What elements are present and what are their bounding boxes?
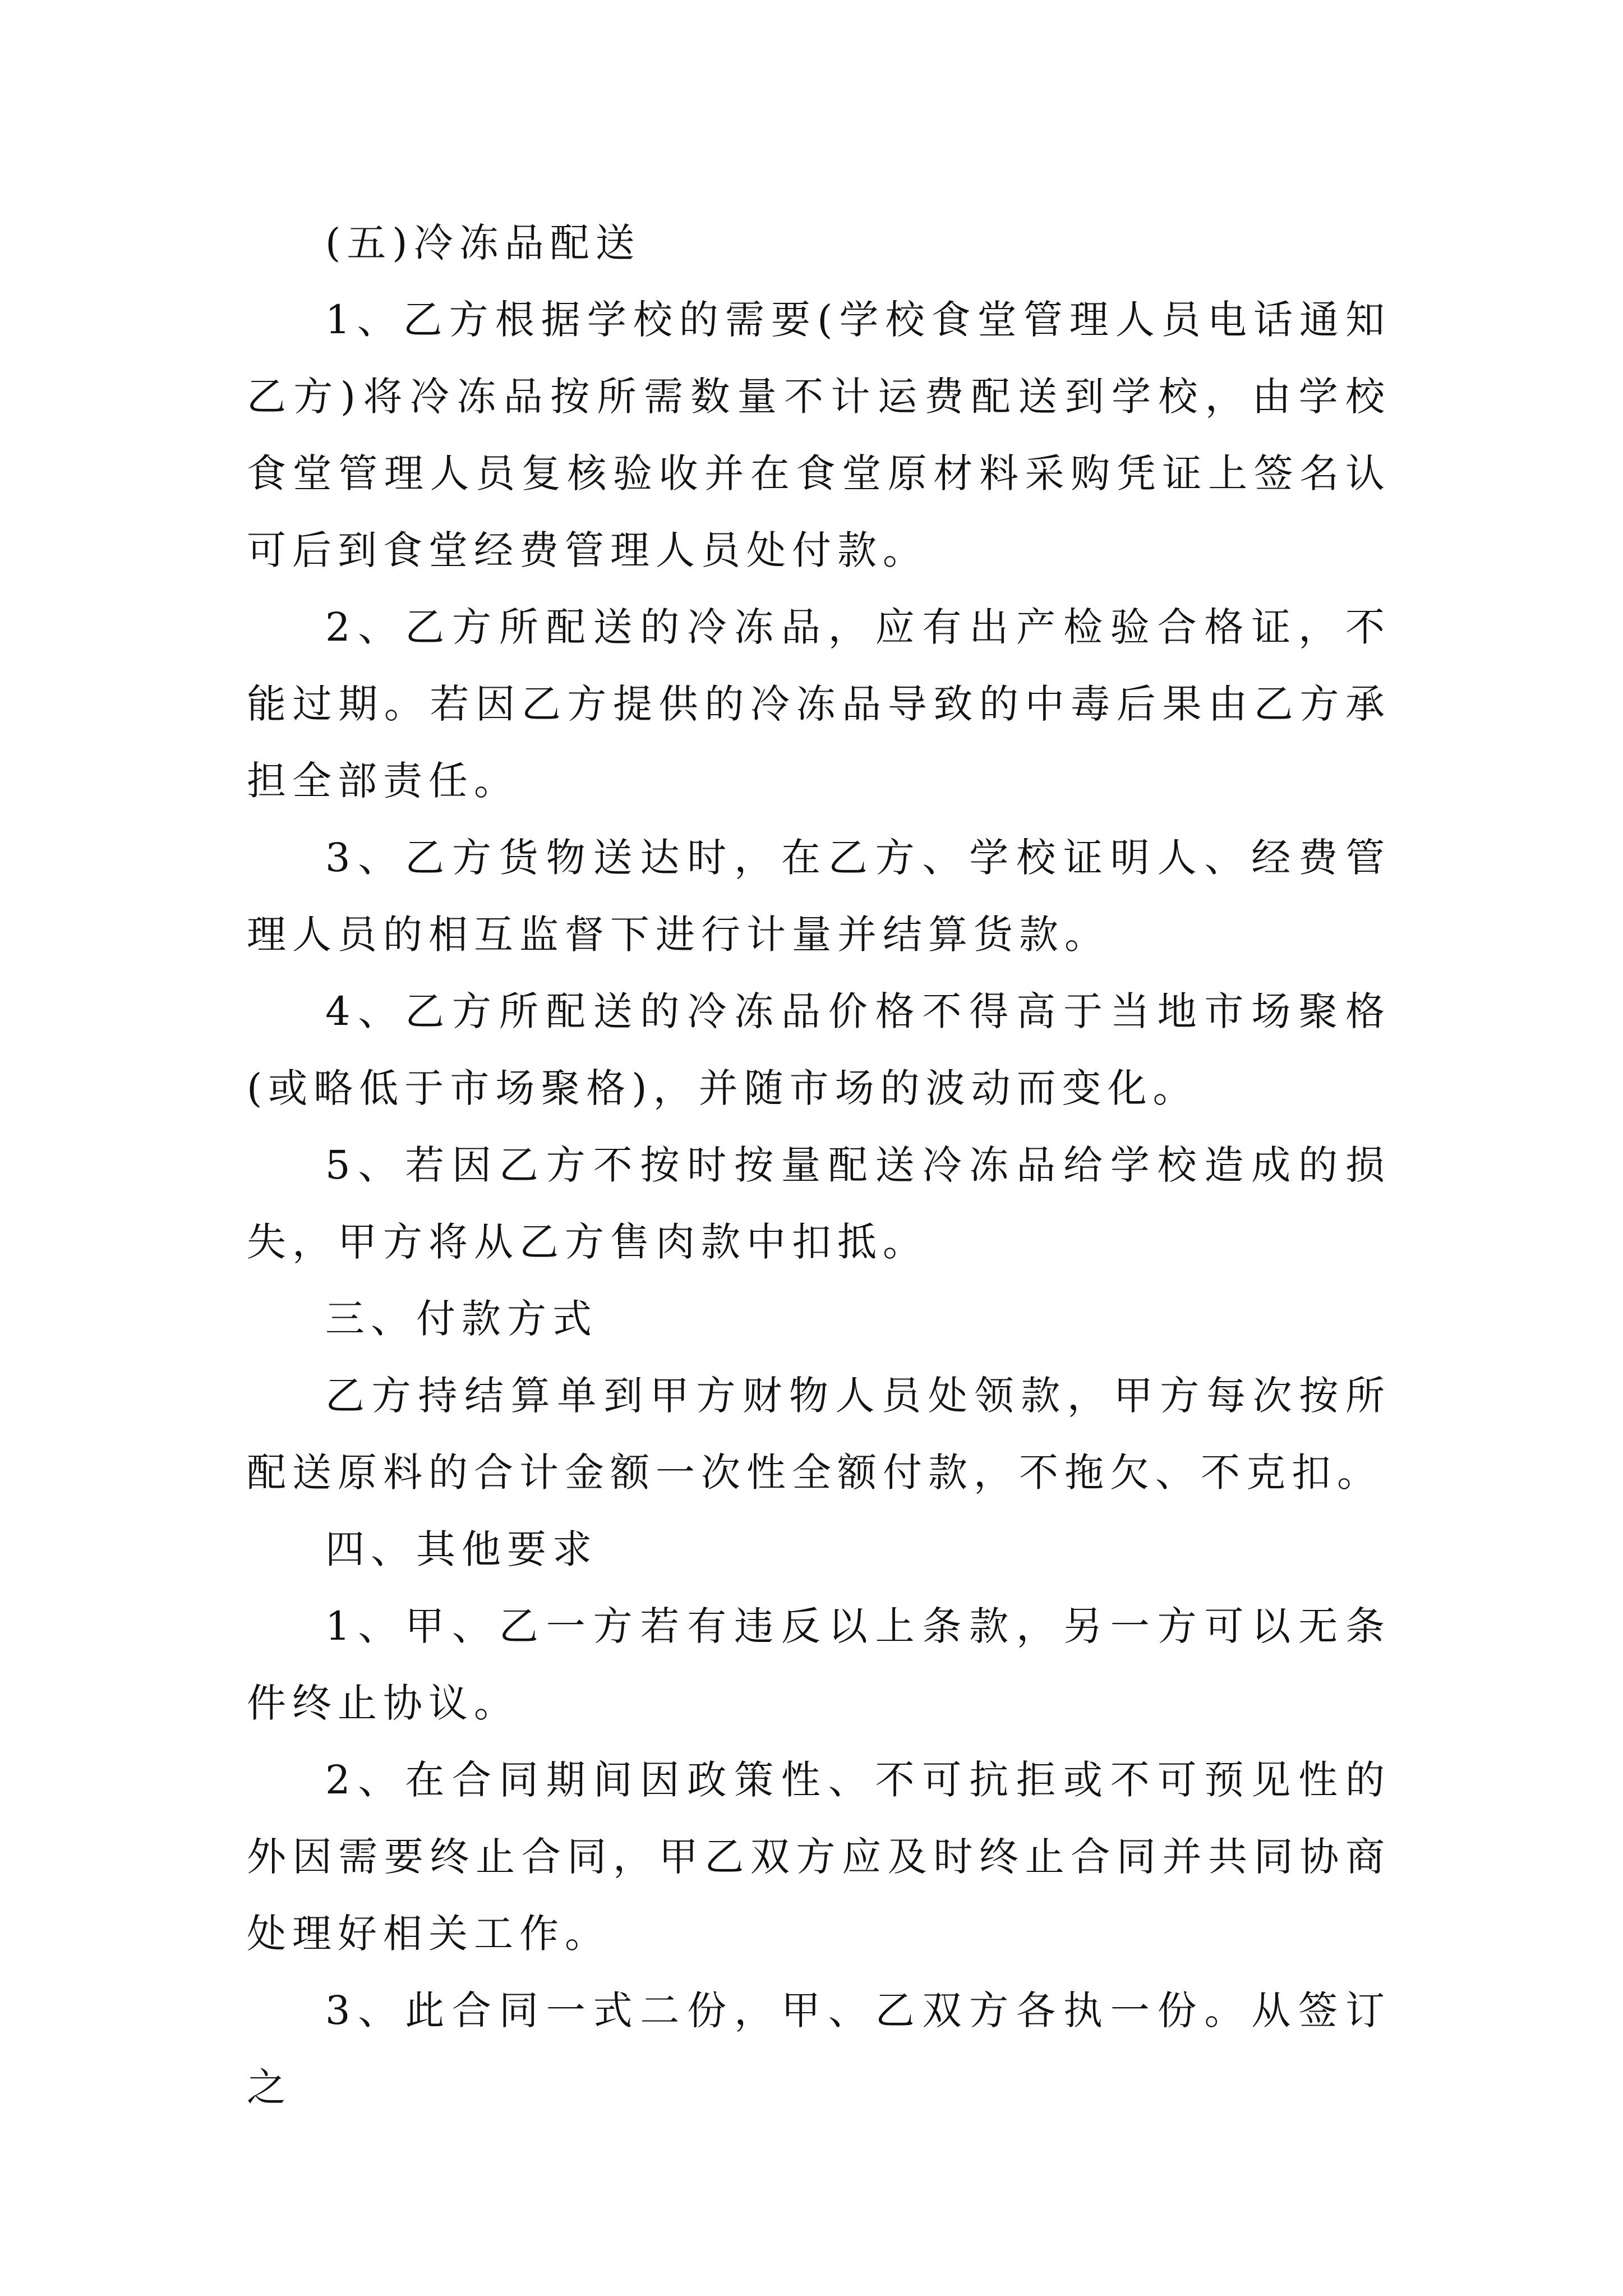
section-heading-frozen-delivery: (五)冷冻品配送	[325, 220, 641, 266]
clause-paragraph: 2、乙方所配送的冷冻品，应有出产检验合格证，不能过期。若因乙方提供的冷冻品导致的中毒后果由乙方承担全部责任。	[247, 604, 1391, 804]
document-body	[247, 205, 1391, 2126]
clause-paragraph: 3、乙方货物送达时，在乙方、学校证明人、经费管理人员的相互监督下进行计量并结算货款。	[247, 835, 1391, 958]
clause-paragraph: 4、乙方所配送的冷冻品价格不得高于当地市场聚格(或略低于市场聚格)，并随市场的波动而变化。	[247, 988, 1391, 1111]
section-heading-payment: 三、付款方式	[325, 1296, 598, 1342]
clause-paragraph: 乙方持结算单到甲方财物人员处领款，甲方每次按所配送原料的合计金额一次性全额付款，不拖欠、不克扣。	[247, 1373, 1391, 1496]
clause-paragraph: 2、在合同期间因政策性、不可抗拒或不可预见性的外因需要终止合同，甲乙双方应及时终止合同并共同协商处理好相关工作。	[247, 1757, 1391, 1957]
section-heading-other-requirements: 四、其他要求	[325, 1526, 598, 1572]
clause-paragraph: 3、此合同一式二份，甲、乙双方各执一份。从签订之	[247, 1987, 1391, 2110]
clause-paragraph: 1、乙方根据学校的需要(学校食堂管理人员电话通知乙方)将冷冻品按所需数量不计运费配送到学校，由学校食堂管理人员复核验收并在食堂原材料采购凭证上签名认可后到食堂经费管理人员处付款。	[247, 297, 1391, 573]
clause-paragraph: 1、甲、乙一方若有违反以上条款，另一方可以无条件终止协议。	[247, 1603, 1391, 1726]
clause-paragraph: 5、若因乙方不按时按量配送冷冻品给学校造成的损失，甲方将从乙方售肉款中扣抵。	[247, 1142, 1391, 1265]
